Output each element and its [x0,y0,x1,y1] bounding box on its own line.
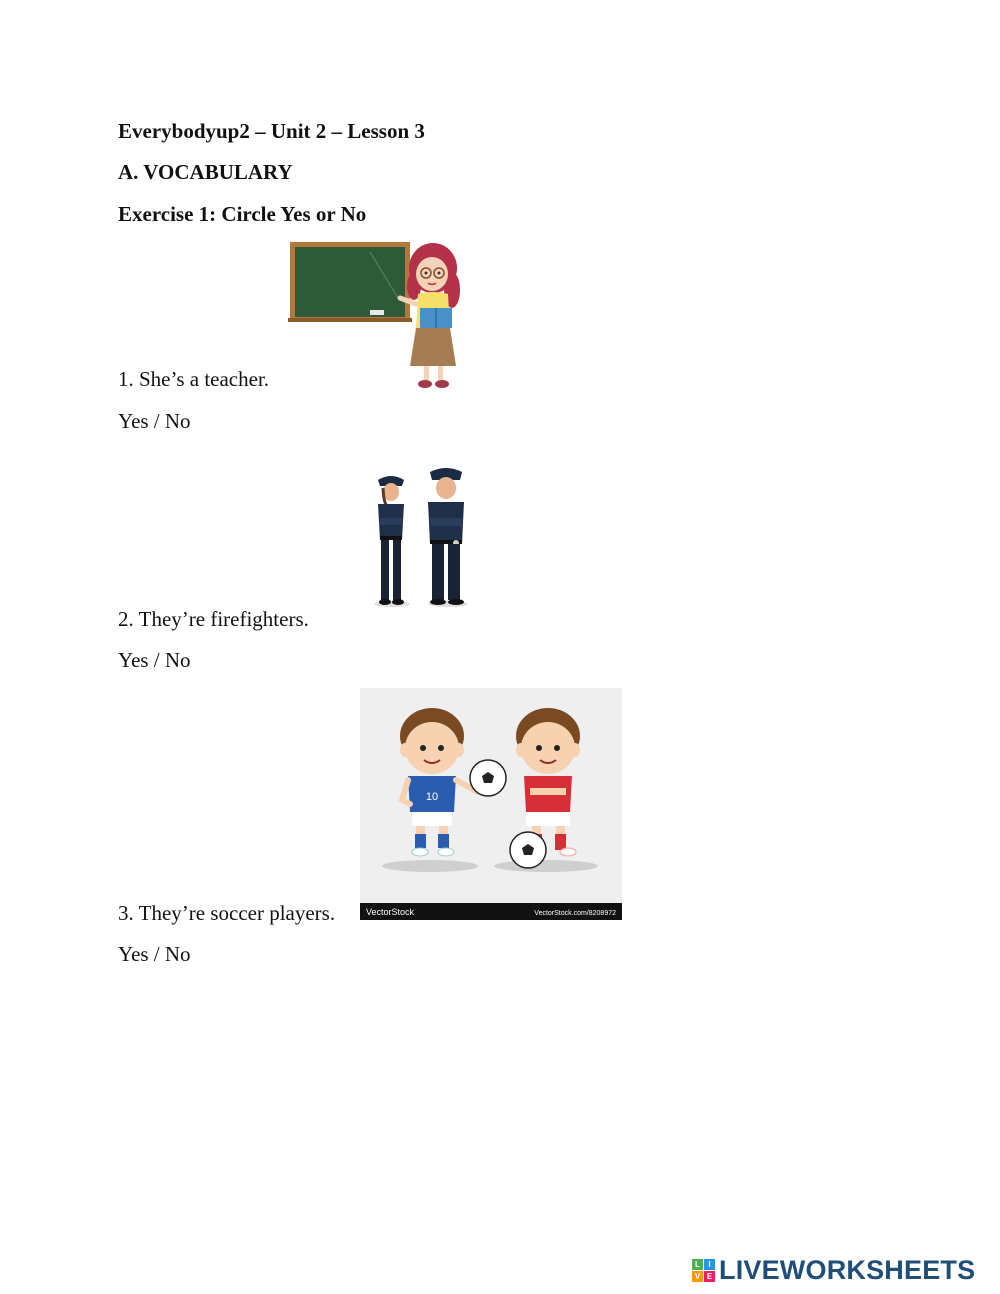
logo-letter: I [704,1259,715,1270]
item-3-sentence: 3. They’re soccer players. [118,901,336,925]
section-heading: A. VOCABULARY [118,160,293,184]
exercise-heading: Exercise 1: Circle Yes or No [118,202,367,226]
item-3-answer-choice[interactable]: Yes / No [118,942,191,966]
item-1-sentence: 1. She’s a teacher. [118,367,270,391]
worksheet-title: Everybodyup2 – Unit 2 – Lesson 3 [118,119,425,143]
soccer-players-image [360,688,622,920]
logo-grid-icon [692,1259,715,1282]
item-2-sentence: 2. They’re firefighters. [118,607,309,631]
logo-letter: L [692,1259,703,1270]
logo-letter: V [692,1271,703,1282]
logo-text: LIVEWORKSHEETS [719,1254,976,1285]
item-1-answer-choice[interactable]: Yes / No [118,409,191,433]
watermark-left: VectorStock [366,907,415,917]
jersey-number: 10 [425,791,439,803]
liveworksheets-logo[interactable] [692,1255,975,1285]
logo-letter: E [704,1271,715,1282]
teacher-image [288,238,468,390]
watermark-right: VectorStock.com/8208972 [534,910,616,917]
item-2-answer-choice[interactable]: Yes / No [118,648,191,672]
police-officers-image [364,466,478,608]
